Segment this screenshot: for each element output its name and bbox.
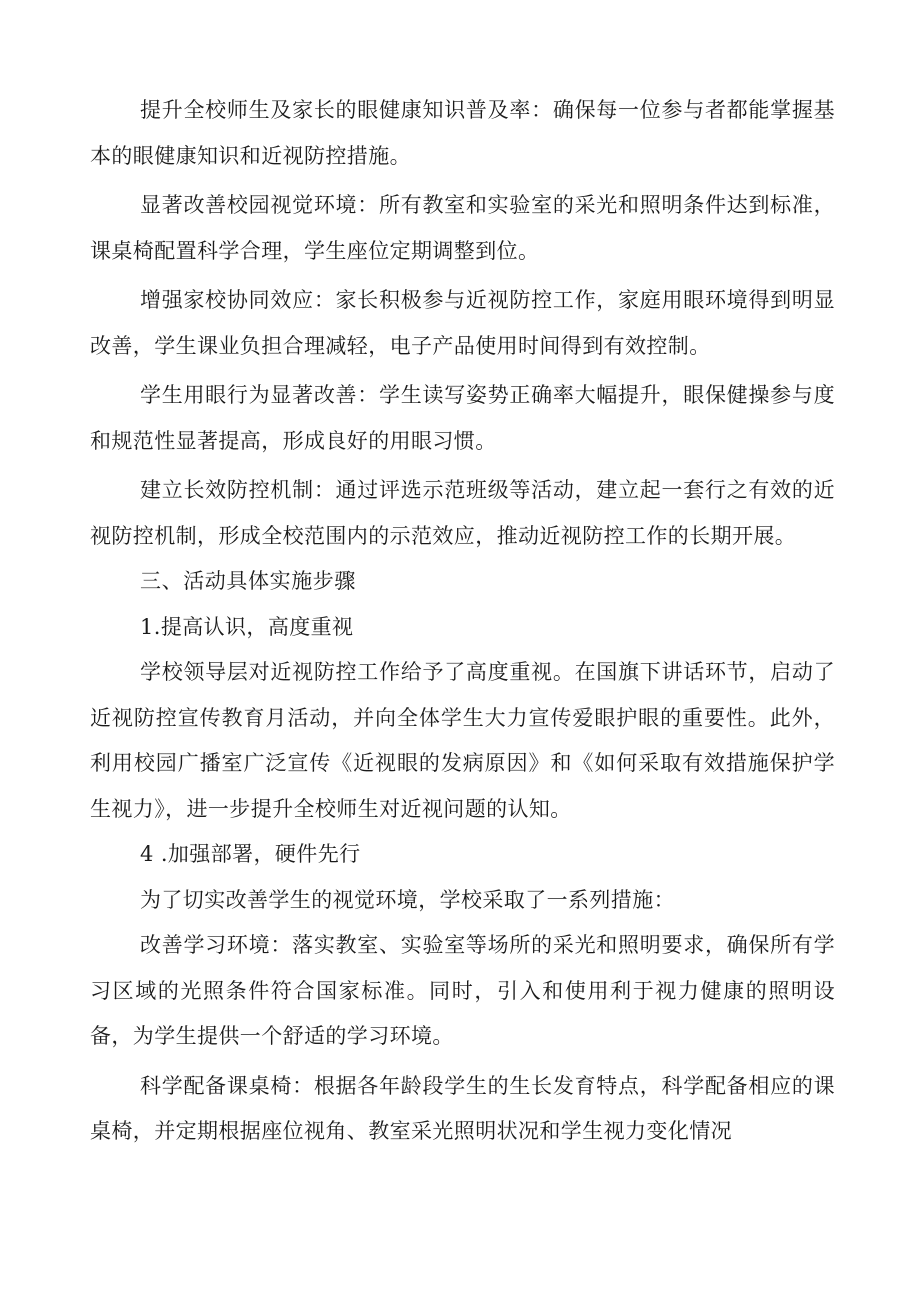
section-heading: 三、活动具体实施步骤 (140, 569, 356, 593)
step2-item-desks: 科学配备课桌椅：根据各年龄段学生的生长发育特点，科学配备相应的课桌椅，并定期根据座位视角、教室采光照明状况和学生视力变化情况 (90, 1073, 835, 1143)
document-body (90, 88, 835, 1155)
goal-paragraph-behavior: 学生用眼行为显著改善：学生读写姿势正确率大幅提升，眼保健操参与度和规范性显著提高，形成良好的用眼习惯。 (90, 383, 835, 453)
goal-paragraph-knowledge: 提升全校师生及家长的眼健康知识普及率：确保每一位参与者都能掌握基本的眼健康知识和近视防控措施。 (90, 98, 835, 168)
step2-intro: 为了切实改善学生的视觉环境，学校采取了一系列措施： (140, 887, 675, 912)
step2-item-environment: 改善学习环境：落实教室、实验室等场所的采光和照明要求，确保所有学习区域的光照条件符合国家标准。同时，引入和使用利于视力健康的照明设备，为学生提供一个舒适的学习环境。 (90, 933, 835, 1048)
step1-paragraph: 学校领导层对近视防控工作给予了高度重视。在国旗下讲话环节，启动了近视防控宣传教育月活动，并向全体学生大力宣传爱眼护眼的重要性。此外，利用校园广播室广泛宣传《近视眼的发病原因》和《如何采取有效措施保护学生视力》，进一步提升全校师生对近视问题的认知。 (90, 660, 835, 821)
goal-paragraph-home-school: 增强家校协同效应：家长积极参与近视防控工作，家庭用眼环境得到明显改善，学生课业负担合理减轻，电子产品使用时间得到有效控制。 (90, 288, 835, 358)
step1-title: 1.提高认识，高度重视 (140, 614, 354, 639)
goal-paragraph-environment: 显著改善校园视觉环境：所有教室和实验室的采光和照明条件达到标准，课桌椅配置科学合理，学生座位定期调整到位。 (90, 193, 835, 263)
goal-paragraph-mechanism: 建立长效防控机制：通过评选示范班级等活动，建立起一套行之有效的近视防控机制，形成全校范围内的示范效应，推动近视防控工作的长期开展。 (90, 478, 835, 548)
step2-title: 4 .加强部署，硬件先行 (140, 842, 361, 866)
